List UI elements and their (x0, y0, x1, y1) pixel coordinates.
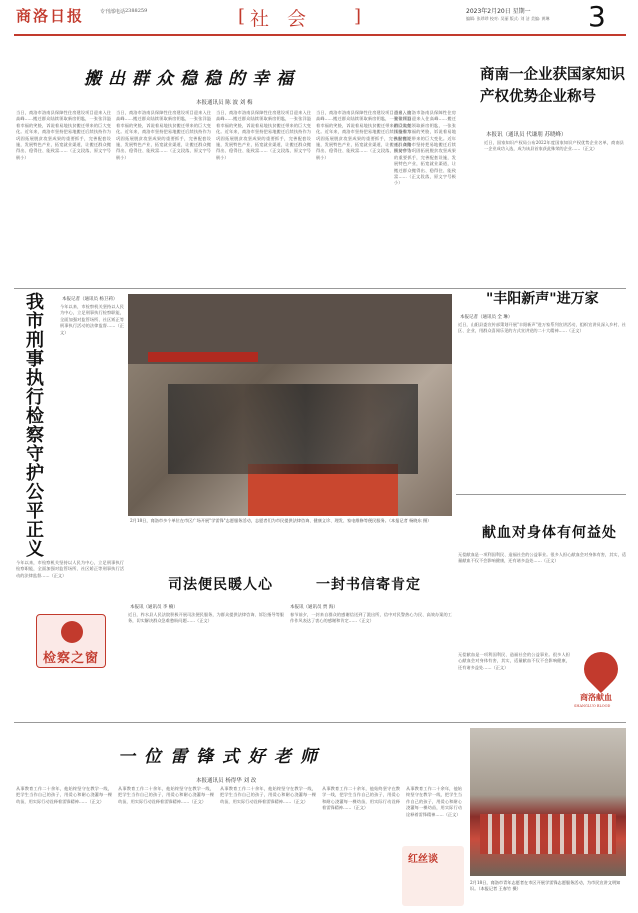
procuratorate-badge-icon (61, 621, 83, 643)
article-body-blood: 无偿献血是一项利国利民、造福社会的公益事业。很多人担心献血会对身体有害，其实，适量献血不仅不会影响健康，还有诸多益处……（正文） (458, 552, 626, 564)
blood-logo (572, 650, 628, 714)
article-title-letter: 一封书信寄肯定 (316, 577, 421, 593)
article-byline-judicial: 本报讯（通讯员 李 楠） (130, 605, 178, 610)
section-divider-2 (456, 494, 626, 495)
article-title-teacher: 一位雷锋式好老师 (118, 747, 326, 767)
article-byline-fengyang: 本报记者（通讯员 全 琳） (460, 315, 513, 320)
sidebar-procuratorate-label: 检察之窗 (43, 651, 100, 666)
blood-drop-icon (577, 645, 625, 693)
section-bracket-left: [ (238, 6, 246, 27)
section-title: 社 会 (250, 8, 313, 30)
article-body-procuratorate-lower: 今年以来，市检察机关坚持以人民为中心，立足刑事执行检察职能，全面加强对监管场所、社区矫正等刑事执行活动的法律监督……（正文） (16, 560, 124, 578)
article-body-fengyang: 近日，山阳县委宣传部策划开展"丰阳新声"进万家系列宣讲活动，组织宣讲员深入乡村、社区、企业，用群众喜闻乐见的方式宣讲党的二十大精神……（正文） (458, 322, 626, 334)
masthead (0, 0, 638, 40)
sidebar-procuratorate-window (36, 614, 106, 668)
editors-line: 编辑: 张珍珍 校对: 吴丽 版式: 刘 洁 美编: 黄琳 (466, 16, 550, 21)
photo-crowd (480, 814, 616, 854)
article-body-relocation-col3: 当日，商洛市洛南县保障性住房建设项目迎来入住高峰……搬迁群众陆续领取新房钥匙，一张张洋溢着幸福的笑脸，诉说着易地扶贫搬迁带来的巨大变化。近年来，商洛市坚持把易地搬迁后续扶持作为巩固拓展脱贫攻坚成果的重要抓手，完善配套设施，发展特色产业，拓宽就业渠道，让搬迁群众搬得出、稳得住、能致富……（正文段落，原文字号极小） (216, 110, 311, 160)
section-bracket-right: ] (354, 6, 362, 27)
article-body-teacher: 从事教育工作二十余年，他始终坚守在教学一线，把学生当作自己的孩子，用爱心和耐心浇灌每一棵幼苗，用实际行动诠释着雷锋精神……（正文） (16, 786, 112, 804)
article-body-relocation-col2: 当日，商洛市洛南县保障性住房建设项目迎来入住高峰……搬迁群众陆续领取新房钥匙，一张张洋溢着幸福的笑脸，诉说着易地扶贫搬迁带来的巨大变化。近年来，商洛市坚持把易地搬迁后续扶持作为巩固拓展脱贫攻坚成果的重要抓手，完善配套设施，发展特色产业，拓宽就业渠道，让搬迁群众搬得出、稳得住、能致富……（正文段落，原文字号极小） (116, 110, 211, 160)
article-body-relocation-col5: 当日，商洛市洛南县保障性住房建设项目迎来入住高峰……搬迁群众陆续领取新房钥匙，一张张洋溢着幸福的笑脸，诉说着易地扶贫搬迁带来的巨大变化。近年来，商洛市坚持把易地搬迁后续扶持作为巩固拓展脱贫攻坚成果的重要抓手，完善配套设施，发展特色产业，拓宽就业渠道，让搬迁群众搬得出、稳得住、能致富……（正文段落，原文字号极小） (394, 110, 456, 186)
article-body-relocation-col4: 当日，商洛市洛南县保障性住房建设项目迎来入住高峰……搬迁群众陆续领取新房钥匙，一张张洋溢着幸福的笑脸，诉说着易地扶贫搬迁带来的巨大变化。近年来，商洛市坚持把易地搬迁后续扶持作为巩固拓展脱贫攻坚成果的重要抓手，完善配套设施，发展特色产业，拓宽就业渠道，让搬迁群众搬得出、稳得住、能致富……（正文段落，原文字号极小） (316, 110, 411, 160)
issue-date: 2023年2月20日 星期一 (466, 8, 531, 15)
page-number: 3 (588, 0, 606, 33)
article-body-judicial: 近日，柞水县人民法院积极开展司法便民服务，为群众提供法律咨询、诉讼指导等服务，切实解决群众急难愁盼问题……（正文） (128, 612, 284, 624)
article-body-ip: 近日，国家知识产权局公布2022年度国家知识产权优势企业名单，商南县一企业成功入选，成为该县首家获此殊荣的企业……（正文） (484, 140, 624, 152)
hotline-label: 专刊部电话 (100, 9, 126, 15)
main-photo-volunteers (128, 294, 452, 516)
article-body-teacher-col2: 从事教育工作二十余年，他始终坚守在教学一线，把学生当作自己的孩子，用爱心和耐心浇灌每一棵幼苗，用实际行动诠释着雷锋精神……（正文） (118, 786, 214, 804)
bottom-photo-caption: 2月18日，商洛市青年志愿者在市区开展学雷锋志愿服务活动，为市民宣讲文明知识。（本报记者 王春竹 摄） (470, 880, 621, 891)
newspaper-logo: 商洛日报 (16, 7, 85, 25)
main-photo-caption: 2月18日，商洛市多个单位在市区广场开展"学雷锋"志愿服务活动，志愿者们为市民提供法律咨询、健康义诊、理发、家电维修等便民服务。（本报记者 杨晓东 摄） (130, 518, 432, 523)
hotline-number: 2388259 (125, 8, 148, 14)
blood-logo-sub: SHANGLUO BLOOD (574, 704, 611, 708)
sidebar-red-silk-label: 红丝谈 (408, 854, 438, 865)
article-body-teacher-col5: 从事教育工作二十余年，他始终坚守在教学一线，把学生当作自己的孩子，用爱心和耐心浇灌每一棵幼苗，用实际行动诠释着雷锋精神……（正文） (406, 786, 462, 817)
article-byline-teacher: 本报通讯员 杨得华 刘 改 (196, 778, 257, 784)
article-byline-procuratorate: 本报记者（通讯员 杨卫莉） (62, 297, 118, 302)
section-divider-3 (14, 722, 626, 723)
article-body-teacher-col4: 从事教育工作二十余年，他始终坚守在教学一线，把学生当作自己的孩子，用爱心和耐心浇灌每一棵幼苗，用实际行动诠释着雷锋精神……（正文） (322, 786, 400, 811)
article-body-blood-lower: 无偿献血是一项利国利民、造福社会的公益事业。很多人担心献血会对身体有害，其实，适量献血不仅不会影响健康，还有诸多益处……（正文） (458, 652, 570, 670)
masthead-rule (14, 34, 626, 36)
blood-logo-text: 商洛献血 (580, 693, 612, 702)
article-title-blood: 献血对身体有何益处 (482, 525, 617, 541)
article-body-letter: 春节前夕，一封来自群众的感谢信送到了派出所，信中对民警热心为民、高效办案的工作作风表达了衷心的感谢和肯定……（正文） (290, 612, 452, 624)
article-title-ip: 商南一企业获国家知识产权优势企业称号 (480, 67, 625, 105)
sidebar-red-silk (402, 846, 464, 906)
article-title-procuratorate: 我市刑事执行检察守护公平正义 (23, 292, 44, 558)
article-byline-ip: 本报讯（通讯员 代谦朋 苏晓峰） (486, 132, 567, 138)
article-title-fengyang: "丰阳新声"进万家 (486, 291, 599, 307)
article-body-procuratorate: 今年以来，市检察机关坚持以人民为中心，立足刑事执行检察职能，全面加强对监管场所、社区矫正等刑事执行活动的法律监督……（正文） (60, 304, 124, 335)
article-title-relocation: 搬出群众稳稳的幸福 (84, 69, 300, 89)
article-body-relocation: 当日，商洛市洛南县保障性住房建设项目迎来入住高峰……搬迁群众陆续领取新房钥匙，一张张洋溢着幸福的笑脸，诉说着易地扶贫搬迁带来的巨大变化。近年来，商洛市坚持把易地搬迁后续扶持作为巩固拓展脱贫攻坚成果的重要抓手，完善配套设施，发展特色产业，拓宽就业渠道，让搬迁群众搬得出、稳得住、能致富……（正文段落，原文字号极小） (16, 110, 111, 160)
photo-people (168, 384, 418, 474)
article-byline-relocation: 本报通讯员 陈 波 刘 梅 (196, 100, 253, 106)
article-byline-letter: 本报讯（通讯员 贾 海） (290, 605, 338, 610)
photo-banner (148, 352, 258, 362)
article-body-teacher-col3: 从事教育工作二十余年，他始终坚守在教学一线，把学生当作自己的孩子，用爱心和耐心浇灌每一棵幼苗，用实际行动诠释着雷锋精神……（正文） (220, 786, 316, 804)
bottom-photo-volunteers (470, 728, 626, 876)
article-title-judicial: 司法便民暖人心 (168, 577, 273, 593)
